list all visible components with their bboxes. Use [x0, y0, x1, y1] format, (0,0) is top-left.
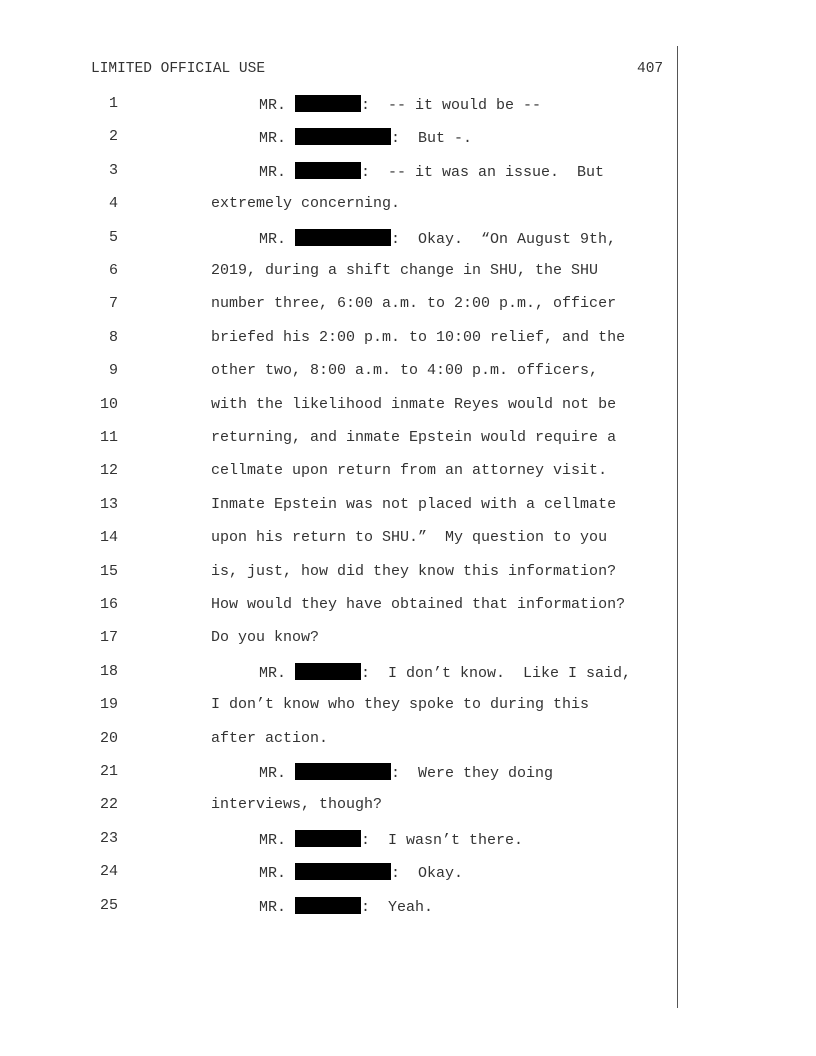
line-number: 10 [99, 395, 118, 413]
redaction-box [295, 863, 391, 880]
spoken-text: How would they have obtained that information? [211, 596, 626, 613]
transcript-line [0, 629, 816, 649]
transcript-line [0, 95, 816, 115]
spoken-text: is, just, how did they know this information? [211, 562, 617, 580]
line-number: 11 [99, 429, 118, 446]
redaction-box [295, 763, 391, 780]
spoken-text: : I don’t know. Like I said, [361, 664, 632, 682]
line-number: 17 [99, 629, 118, 647]
spoken-text: : Okay. [391, 865, 464, 883]
transcript-line [0, 596, 816, 616]
line-text [211, 796, 382, 813]
redaction-box [295, 95, 361, 112]
redaction-box [295, 663, 361, 680]
line-number: 25 [99, 896, 118, 914]
line-number: 14 [99, 529, 118, 547]
spoken-text: interviews, though? [211, 796, 383, 814]
spoken-text: I don’t know who they spoke to during this [211, 696, 590, 714]
transcript-line [0, 529, 816, 549]
redaction-box [295, 162, 361, 179]
transcript-line [0, 796, 816, 816]
transcript-line [0, 696, 816, 716]
line-text [211, 396, 616, 413]
transcript-line [0, 730, 816, 750]
speaker-prefix: MR. [259, 163, 296, 181]
transcript-line [0, 830, 816, 850]
line-text [211, 496, 616, 513]
line-text [211, 529, 607, 546]
transcript-line [0, 563, 816, 583]
transcript-line [0, 396, 816, 416]
spoken-text: Do you know? [211, 629, 320, 647]
line-number: 1 [108, 95, 118, 112]
spoken-text: : But -. [391, 130, 473, 148]
line-number: 5 [108, 228, 118, 246]
line-number: 22 [99, 796, 118, 814]
line-number: 7 [108, 295, 118, 313]
transcript-line [0, 295, 816, 315]
transcript-line [0, 195, 816, 215]
spoken-text: : -- it would be -- [361, 97, 542, 114]
transcript-line [0, 462, 816, 482]
spoken-text: : I wasn’t there. [361, 831, 524, 849]
line-text [211, 462, 607, 479]
page-number: 407 [637, 61, 664, 77]
line-number: 2 [108, 128, 118, 146]
redaction-box [295, 128, 391, 145]
line-number: 21 [99, 763, 118, 780]
line-number: 24 [99, 863, 118, 881]
redaction-box [295, 830, 361, 847]
spoken-text: : -- it was an issue. But [361, 163, 605, 181]
transcript-line [0, 229, 816, 249]
transcript-line [0, 863, 816, 883]
line-text [259, 95, 541, 114]
line-text [259, 830, 523, 849]
spoken-text: Inmate Epstein was not placed with a cellmate [211, 495, 617, 513]
speaker-prefix: MR. [259, 664, 296, 682]
line-text [211, 329, 625, 346]
line-text [211, 295, 616, 312]
line-text [259, 763, 553, 782]
line-number: 12 [99, 462, 118, 480]
spoken-text: briefed his 2:00 p.m. to 10:00 relief, and the [211, 328, 626, 346]
transcript-line [0, 128, 816, 148]
line-text [211, 195, 400, 212]
line-text [211, 696, 589, 713]
spoken-text: : Yeah. [361, 898, 434, 916]
transcript-line [0, 329, 816, 349]
spoken-text: 2019, during a shift change in SHU, the SHU [211, 262, 599, 279]
redaction-box [295, 229, 391, 246]
line-text [211, 596, 625, 613]
transcript-line [0, 496, 816, 516]
spoken-text: cellmate upon return from an attorney visit. [211, 462, 608, 480]
speaker-prefix: MR. [259, 130, 296, 148]
line-number: 23 [99, 829, 118, 847]
spoken-text: returning, and inmate Epstein would require a [211, 429, 617, 446]
transcript-line [0, 429, 816, 449]
line-text [259, 897, 433, 916]
line-number: 4 [108, 195, 118, 213]
redaction-box [295, 897, 361, 914]
page-header-classification: LIMITED OFFICIAL USE [91, 61, 266, 77]
spoken-text: upon his return to SHU.” My question to you [211, 529, 608, 547]
line-number: 9 [108, 362, 118, 380]
line-number: 3 [108, 161, 118, 179]
line-text [211, 563, 616, 580]
line-number: 19 [99, 696, 118, 714]
spoken-text: after action. [211, 729, 329, 747]
line-number: 8 [108, 328, 118, 346]
line-number: 16 [99, 596, 118, 613]
spoken-text: number three, 6:00 a.m. to 2:00 p.m., officer [211, 295, 617, 313]
spoken-text: : Were they doing [391, 765, 554, 782]
spoken-text: with the likelihood inmate Reyes would not be [211, 395, 617, 413]
transcript-line [0, 763, 816, 783]
line-text [211, 629, 319, 646]
speaker-prefix: MR. [259, 765, 296, 782]
line-number: 20 [99, 729, 118, 747]
spoken-text: other two, 8:00 a.m. to 4:00 p.m. officers, [211, 362, 599, 380]
line-text [259, 128, 472, 147]
line-text [211, 362, 598, 379]
line-text [259, 229, 616, 248]
transcript-line [0, 262, 816, 282]
line-text [211, 262, 598, 279]
line-number: 6 [108, 262, 118, 279]
line-number: 18 [99, 662, 118, 680]
line-text [259, 863, 463, 882]
line-text [211, 429, 616, 446]
spoken-text: extremely concerning. [211, 195, 401, 213]
speaker-prefix: MR. [259, 898, 296, 916]
speaker-prefix: MR. [259, 831, 296, 849]
line-text [259, 663, 631, 682]
line-number: 13 [99, 495, 118, 513]
line-text [211, 730, 328, 747]
spoken-text: : Okay. “On August 9th, [391, 230, 617, 248]
speaker-prefix: MR. [259, 97, 296, 114]
line-text [259, 162, 604, 181]
speaker-prefix: MR. [259, 230, 296, 248]
speaker-prefix: MR. [259, 865, 296, 883]
transcript-line [0, 897, 816, 917]
transcript-line [0, 663, 816, 683]
line-number: 15 [99, 562, 118, 580]
transcript-line [0, 162, 816, 182]
transcript-line [0, 362, 816, 382]
